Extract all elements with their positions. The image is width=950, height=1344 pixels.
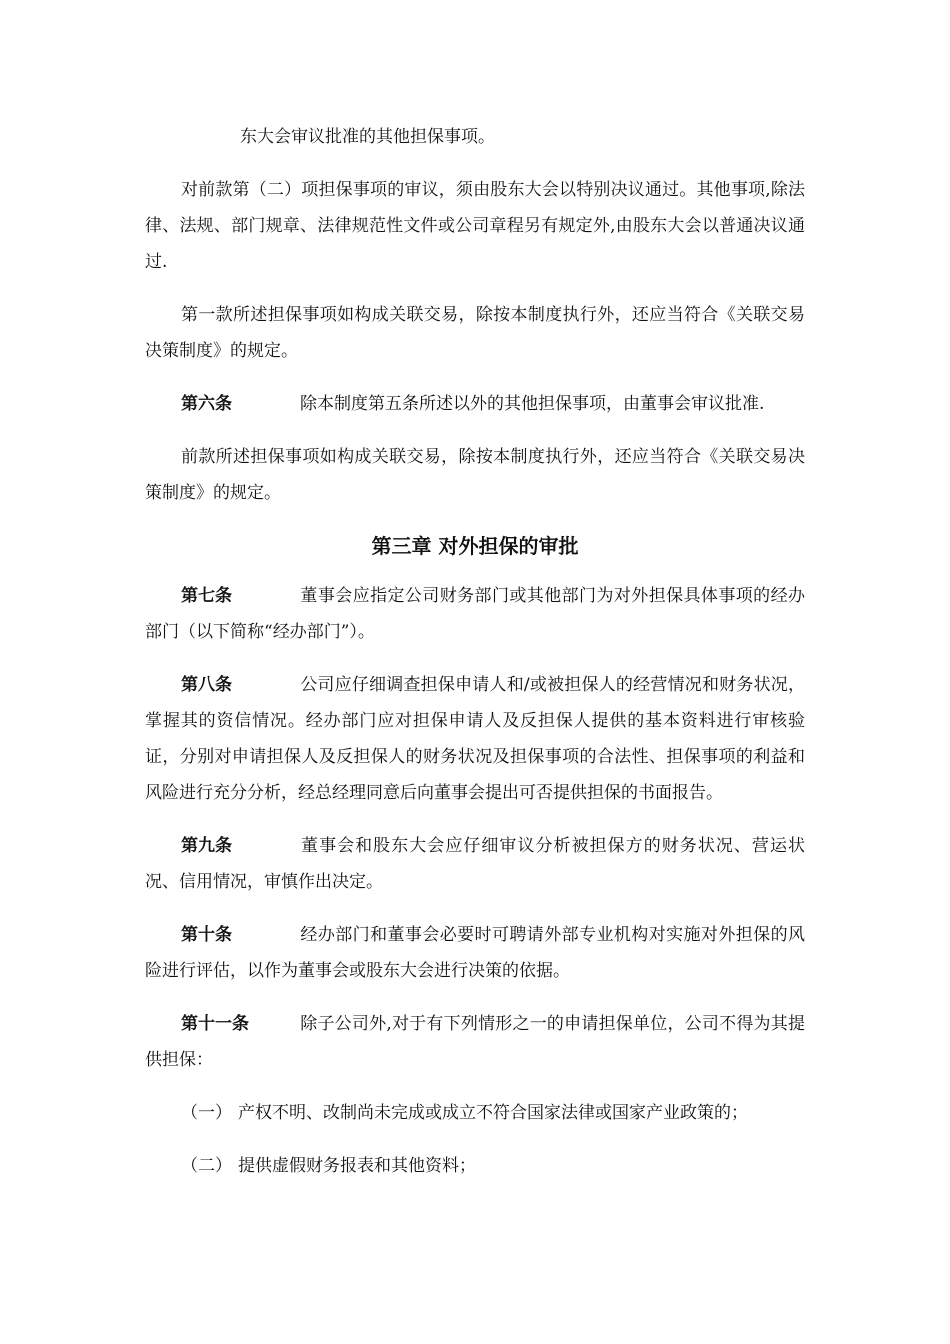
article-8-text: 公司应仔细调查担保申请人和/或被担保人的经营情况和财务状况，掌握其的资信情况。经办部门应对担保申请人及反担保人提供的基本资料进行审核验证，分别对申请担保人及反担保人的财务状况及担保事项的合法性、担保事项的利益和风险进行充分分析，经总经理同意后向董事会提出可否提供担保的书面报告。 [145,675,805,803]
article-8 [145,667,805,811]
article-11 [145,1006,805,1078]
document-body [145,119,805,1201]
paragraph-related-transaction-2: 前款所述担保事项如构成关联交易，除按本制度执行外，还应当符合《关联交易决策制度》的规定。 [145,447,805,503]
article-6-text: 除本制度第五条所述以外的其他担保事项，由董事会审议批准. [300,394,765,414]
article-7-label: 第七条 [181,586,232,606]
article-10 [145,917,805,989]
list-item-text: 提供虚假财务报表和其他资料； [238,1156,476,1176]
article-9 [145,828,805,900]
article-8-label: 第八条 [181,675,232,695]
article-7 [145,578,805,650]
article-10-label: 第十条 [181,925,232,945]
list-item [145,1148,805,1184]
chapter-heading: 第三章 对外担保的审批 [371,534,579,558]
article-6-label: 第六条 [181,394,232,414]
continued-line: 东大会审议批准的其他担保事项。 [240,127,495,147]
list-item-number: （二） [181,1156,232,1176]
article-10-text: 经办部门和董事会必要时可聘请外部专业机构对实施对外担保的风险进行评估，以作为董事会或股东大会进行决策的依据。 [145,925,805,981]
article-9-label: 第九条 [181,836,232,856]
paragraph-related-transaction-1: 第一款所述担保事项如构成关联交易，除按本制度执行外，还应当符合《关联交易决策制度》的规定。 [145,305,805,361]
article-6 [145,386,805,422]
article-11-text: 除子公司外,对于有下列情形之一的申请担保单位，公司不得为其提供担保： [145,1014,805,1070]
list-item-text: 产权不明、改制尚未完成或成立不符合国家法律或国家产业政策的； [238,1103,748,1123]
paragraph-special-resolution: 对前款第（二）项担保事项的审议，须由股东大会以特别决议通过。其他事项,除法律、法规、部门规章、法律规范性文件或公司章程另有规定外,由股东大会以普通决议通过. [145,180,805,272]
list-item-number: （一） [181,1103,232,1123]
article-7-text: 董事会应指定公司财务部门或其他部门为对外担保具体事项的经办部门（以下简称“经办部门”）。 [145,586,805,642]
article-9-text: 董事会和股东大会应仔细审议分析被担保方的财务状况、营运状况、信用情况，审慎作出决定。 [145,836,805,892]
list-item [145,1095,805,1131]
article-11-label: 第十一条 [181,1014,249,1034]
